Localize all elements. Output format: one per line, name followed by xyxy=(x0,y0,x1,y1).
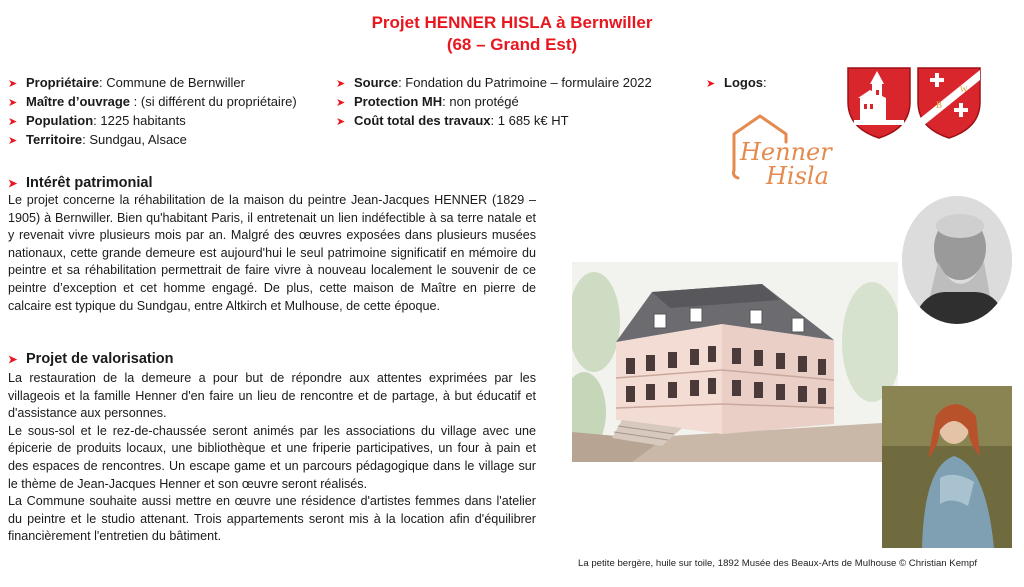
paragraph-interet-patrimonial: Le projet concerne la réhabilitation de la maison du peintre Jean-Jacques HENNER (1829 – 1905) à Bernwiller. Bien qu'habitant Paris, il entretenait un lien indéfectible à sa terre natale et y revenait vivre plusieurs mois par an. Malgré des œuvres exposées dans plusieurs musées nationaux, cette grande demeure est aujourd'hui le seul patrimoine significatif en mémoire du peintre et sa réhabilitation permettrait de faire vivre à nouveau localement le souvenir de ce peintre d’exception et cet homme engagé. De plus, cette maison de Maître en pierre de calcaire est typique du Sundgau, entre Altkirch et Mulhouse, de cette époque. xyxy=(8,193,536,313)
svg-text:B: B xyxy=(936,100,943,110)
heading-interet-patrimonial: ➤ Intérêt patrimonial xyxy=(8,175,153,191)
info-source: ➤ Source: Fondation du Patrimoine – formulaire 2022 xyxy=(336,74,652,93)
info-territoire: ➤ Territoire: Sundgau, Alsace xyxy=(8,131,297,150)
henner-hisla-logo xyxy=(722,112,862,192)
logo-text-henner: Henner xyxy=(740,138,832,166)
svg-text:W: W xyxy=(960,85,968,94)
title-line-1: Projet HENNER HISLA à Bernwiller xyxy=(371,13,653,32)
info-column-2 xyxy=(336,74,652,131)
page-title xyxy=(0,12,1024,56)
coat-of-arms-crosses-icon xyxy=(916,66,982,140)
image-caption: La petite bergère, huile sur toile, 1892 Musée des Beaux-Arts de Mulhouse © Christian Kempf xyxy=(578,558,978,569)
info-population: ➤ Population: 1225 habitants xyxy=(8,112,297,131)
painting-figure-icon xyxy=(882,386,1012,548)
logo-text-hisla: Hisla xyxy=(766,162,829,190)
info-protection: ➤ Protection MH: non protégé xyxy=(336,93,652,112)
info-column-1 xyxy=(8,74,297,150)
info-cout: ➤ Coût total des travaux: 1 685 k€ HT xyxy=(336,112,652,131)
title-line-2: (68 – Grand Est) xyxy=(446,35,578,54)
arrow-bullet-icon: ➤ xyxy=(8,116,18,128)
info-maitre-ouvrage: ➤ Maître d’ouvrage : (si différent du propriétaire) xyxy=(8,93,297,112)
arrow-bullet-icon: ➤ xyxy=(336,78,346,90)
arrow-bullet-icon: ➤ xyxy=(8,78,18,90)
painting-petite-bergere-image xyxy=(882,386,1012,548)
logos-label: ➤ Logos: xyxy=(706,74,767,93)
building-rendering-image xyxy=(572,262,898,462)
arrow-bullet-icon: ➤ xyxy=(706,78,716,90)
arrow-bullet-icon: ➤ xyxy=(8,97,18,109)
heading-projet-valorisation: ➤ Projet de valorisation xyxy=(8,351,174,367)
paragraph-projet-valorisation: La restauration de la demeure a pour but de répondre aux attentes exprimées par les villageois et la famille Henner d'en faire un lieu de rencontre et de partage, à but éducatif et d'assistance aux personnes. Le sous-sol et le rez-de-chaussée seront animés par les associations du village avec une épicerie de produits locaux, une bibliothèque et une friperie participatives, un four à pain et des espaces de rencontres. Un escape game et un parcours pédagogique dans le village sur le thème de Jean-Jacques Henner et son œuvre seront réalisés. La Commune souhaite aussi mettre en œuvre une résidence d'artistes femmes dans l'atelier du peintre et le studio attenant. Trois appartements seront mis à la location afin d'équilibrer financièrement l'entretien du bâtiment. xyxy=(8,371,536,544)
arrow-bullet-icon: ➤ xyxy=(8,354,18,366)
portrait-silhouette-icon xyxy=(902,196,1012,324)
arrow-bullet-icon: ➤ xyxy=(336,116,346,128)
arrow-bullet-icon: ➤ xyxy=(336,97,346,109)
arrow-bullet-icon: ➤ xyxy=(8,135,18,147)
info-owner: ➤ Propriétaire: Commune de Bernwiller xyxy=(8,74,297,93)
portrait-painter-image xyxy=(902,196,1012,324)
arrow-bullet-icon: ➤ xyxy=(8,178,18,190)
